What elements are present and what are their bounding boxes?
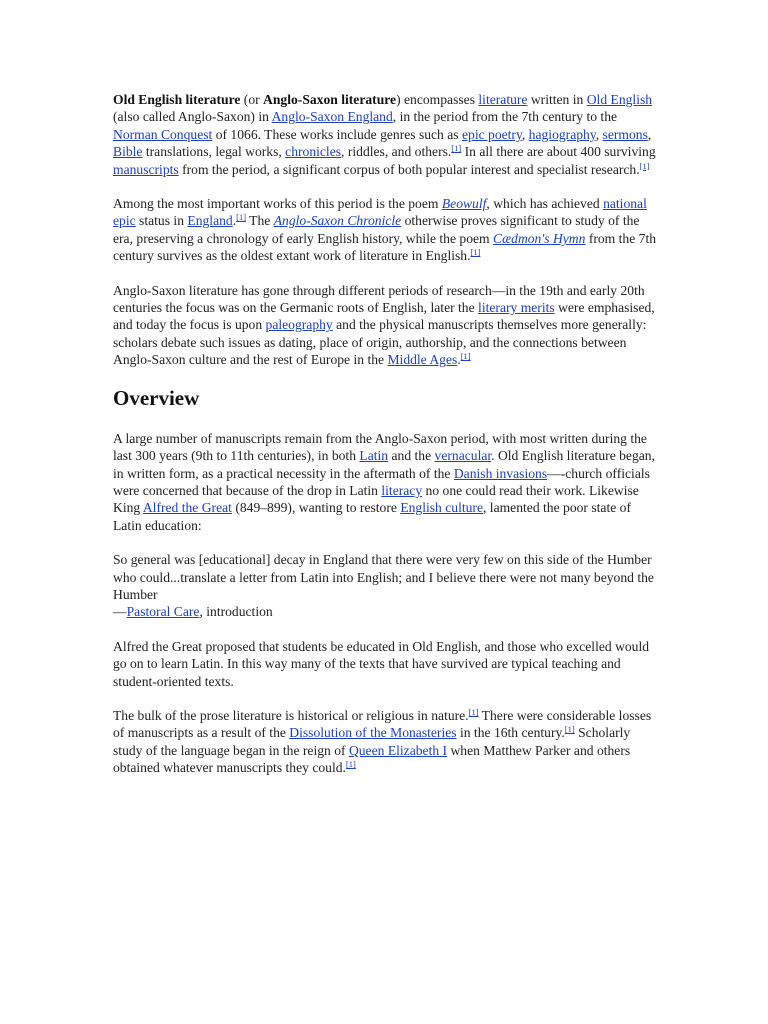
citation-link[interactable]: [1] <box>236 212 247 223</box>
link-norman-conquest[interactable]: Norman Conquest <box>113 126 213 142</box>
overview-paragraph: A large number of manuscripts remain from the Anglo-Saxon period, with most written during the last 300 years (9th to 11th centuries), in both Latin and the vernacular. Old English literature began, in written form, as a practical necessity in the aftermath of the Danish invasions—-church officials were concerned that because of the drop in Latin literacy no one could read their work. Likewise King Alfred the Great (849–899), wanting to restore English culture, lamented the poor state of Latin education: <box>113 430 655 533</box>
bold-term: Old English literature <box>113 92 241 107</box>
section-heading-overview: Overview <box>113 385 200 410</box>
citation-link[interactable]: [1] <box>345 759 356 770</box>
link-dissolution-of-the-monasteries[interactable]: Dissolution of the Monasteries <box>289 725 457 741</box>
link-literacy[interactable]: literacy <box>381 482 423 498</box>
citation-link[interactable]: [1] <box>468 706 479 717</box>
link-chronicles[interactable]: chronicles <box>285 144 342 160</box>
intro-paragraph: Old English literature (or Anglo-Saxon literature) encompasses literature written in Old English (also called Anglo-Saxon) in Anglo-Saxon England, in the period from the 7th century to the Norman Conquest of 1066. These works include genres such as epic poetry, hagiography, sermons, Bible translations, legal works, chronicles, riddles, and others.[1] In all there are about 400 surviving manuscripts from the period, a significant corpus of both popular interest and specialist research.[1] <box>113 92 656 177</box>
link-literature[interactable]: literature <box>478 92 528 107</box>
link-caedmons-hymn[interactable]: Cædmon's Hymn <box>493 230 586 246</box>
link-vernacular[interactable]: vernacular <box>434 448 492 464</box>
link-old-english[interactable]: Old English <box>586 92 653 107</box>
link-middle-ages[interactable]: Middle Ages <box>387 352 458 368</box>
link-manuscripts[interactable]: manuscripts <box>113 161 179 177</box>
link-literary-merits[interactable]: literary merits <box>478 300 555 316</box>
link-alfred-the-great[interactable]: Alfred the Great <box>142 500 232 516</box>
link-anglo-saxon-chronicle[interactable]: Anglo-Saxon Chronicle <box>273 213 402 229</box>
link-beowulf[interactable]: Beowulf <box>441 196 487 212</box>
citation-link[interactable]: [1] <box>564 724 575 735</box>
citation-link[interactable]: [1] <box>639 160 650 171</box>
link-queen-elizabeth-i[interactable]: Queen Elizabeth I <box>348 742 448 758</box>
article-body <box>113 91 658 794</box>
link-english-culture[interactable]: English culture <box>400 500 483 516</box>
link-bible[interactable]: Bible <box>113 144 143 160</box>
link-epic-poetry[interactable]: epic poetry <box>461 126 522 142</box>
research-paragraph: Anglo-Saxon literature has gone through different periods of research—in the 19th and early 20th centuries the focus was on the Germanic roots of English, later the literary merits were emphasised, and today the focus is upon paleography and the physical manuscripts themselves more generally: scholars debate such issues as dating, place of origin, authorship, and the connections between Anglo-Saxon culture and the rest of Europe in the Middle Ages.[1] <box>113 282 655 368</box>
link-pastoral-care[interactable]: Pastoral Care <box>126 604 200 620</box>
link-danish-invasions[interactable]: Danish invasions <box>453 465 548 481</box>
quote-text: So general was [educational] decay in England that there were very few on this side of the Humber who could...translate a letter from Latin into English; and I believe there were not many beyond the Humber <box>113 552 654 602</box>
citation-link[interactable]: [1] <box>451 143 462 154</box>
citation-link[interactable]: [1] <box>470 247 481 258</box>
link-paleography[interactable]: paleography <box>265 317 333 333</box>
link-hagiography[interactable]: hagiography <box>528 126 596 142</box>
link-england[interactable]: England <box>187 213 233 229</box>
link-latin[interactable]: Latin <box>359 448 389 464</box>
citation-link[interactable]: [1] <box>460 351 471 362</box>
link-anglo-saxon-england[interactable]: Anglo-Saxon England <box>271 109 393 125</box>
link-national-epic[interactable]: national epic <box>113 196 647 229</box>
bold-term: Anglo-Saxon literature <box>263 92 397 107</box>
quote-source: —Pastoral Care, introduction <box>113 604 273 620</box>
prose-paragraph: The bulk of the prose literature is historical or religious in nature.[1] There were considerable losses of manuscripts as a result of the Dissolution of the Monasteries in the 16th century.[1] Scholarly study of the language began in the reign of Queen Elizabeth I when Matthew Parker and others obtained whatever manuscripts they could.[1] <box>113 706 652 776</box>
works-paragraph: Among the most important works of this period is the poem Beowulf, which has achieved national epic status in England.[1] The Anglo-Saxon Chronicle otherwise proves significant to study of the era, preserving a chronology of early English history, while the poem Cædmon's Hymn from the 7th century survives as the oldest extant work of literature in English.[1] <box>113 196 657 264</box>
alfred-paragraph: Alfred the Great proposed that students be educated in Old English, and those who excelled would go on to learn Latin. In this way many of the texts that have survived are typical teaching and student-oriented texts. <box>113 638 650 689</box>
quote-block <box>113 551 658 621</box>
link-sermons[interactable]: sermons <box>602 126 648 142</box>
